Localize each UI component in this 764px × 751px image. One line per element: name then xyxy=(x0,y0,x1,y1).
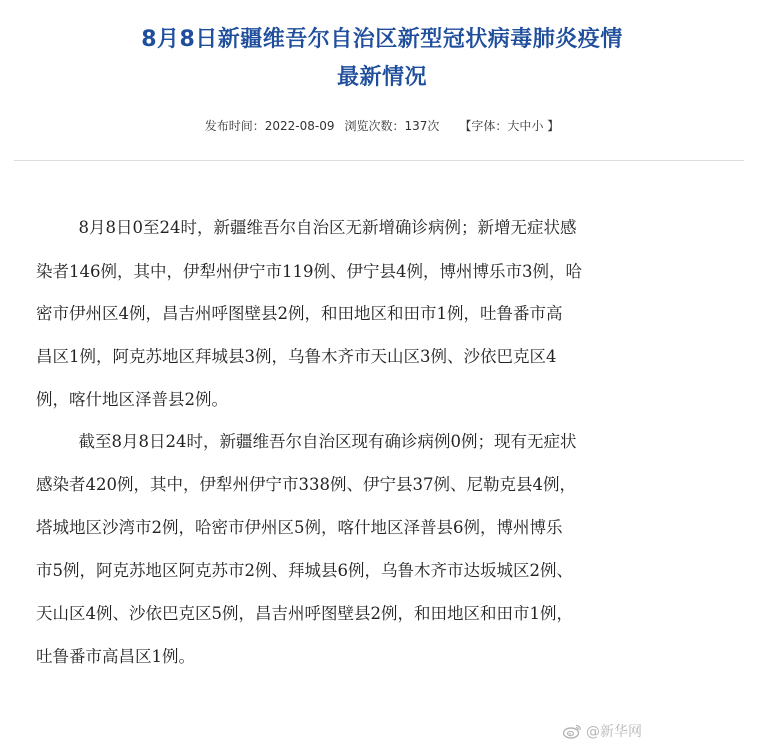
publish-date: 2022-08-09 xyxy=(264,119,335,133)
font-size-medium-option[interactable]: 中 xyxy=(519,119,532,133)
watermark-text: @新华网 xyxy=(586,724,642,740)
paragraph-line: 染者146例，其中，伊犁州伊宁市119例、伊宁县4例，博州博乐市3例，哈 xyxy=(36,262,582,281)
paragraph-line: 塔城地区沙湾市2例，哈密市伊州区5例，喀什地区泽普县6例，博州博乐 xyxy=(36,518,563,537)
paragraph-line: 市5例，阿克苏地区阿克苏市2例、拜城县6例，乌鲁木齐市达坂城区2例、 xyxy=(36,561,573,580)
paragraph-line: 感染者420例，其中，伊犁州伊宁市338例、伊宁县37例、尼勒克县4例， xyxy=(36,475,576,494)
font-size-control xyxy=(459,117,559,134)
paragraph-line: 昌区1例，阿克苏地区拜城县3例，乌鲁木齐市天山区3例、沙依巴克区4 xyxy=(36,347,557,366)
views-label: 浏览次数： xyxy=(344,119,405,133)
article-title-line-2: 最新情况 xyxy=(336,65,427,90)
header-divider xyxy=(14,160,744,161)
publish-label: 发布时间： xyxy=(204,119,265,133)
article-title-line-1: 8月8日新疆维吾尔自治区新型冠状病毒肺炎疫情 xyxy=(141,27,623,52)
paragraph-line: 吐鲁番市高昌区1例。 xyxy=(36,647,195,666)
font-size-small-option[interactable]: 小 xyxy=(531,119,544,133)
font-size-large-option[interactable]: 大 xyxy=(507,119,520,133)
views-count: 137次 xyxy=(404,119,440,133)
paragraph-line: 例，喀什地区泽普县2例。 xyxy=(36,390,228,409)
weibo-icon xyxy=(562,723,582,739)
paragraph-line: 密市伊州区4例，昌吉州呼图壁县2例，和田地区和田市1例，吐鲁番市高 xyxy=(36,304,563,323)
paragraph-line: 截至8月8日24时，新疆维吾尔自治区现有确诊病例0例；现有无症状 xyxy=(62,432,577,451)
paragraph-line: 8月8日0至24时，新疆维吾尔自治区无新增确诊病例；新增无症状感 xyxy=(62,218,577,237)
font-size-label: 【字体： xyxy=(459,119,508,133)
font-size-bracket-close: 】 xyxy=(543,119,560,133)
source-watermark xyxy=(562,720,642,742)
article-meta xyxy=(0,117,764,134)
paragraph-line: 天山区4例、沙依巴克区5例，昌吉州呼图壁县2例，和田地区和田市1例， xyxy=(36,604,573,623)
